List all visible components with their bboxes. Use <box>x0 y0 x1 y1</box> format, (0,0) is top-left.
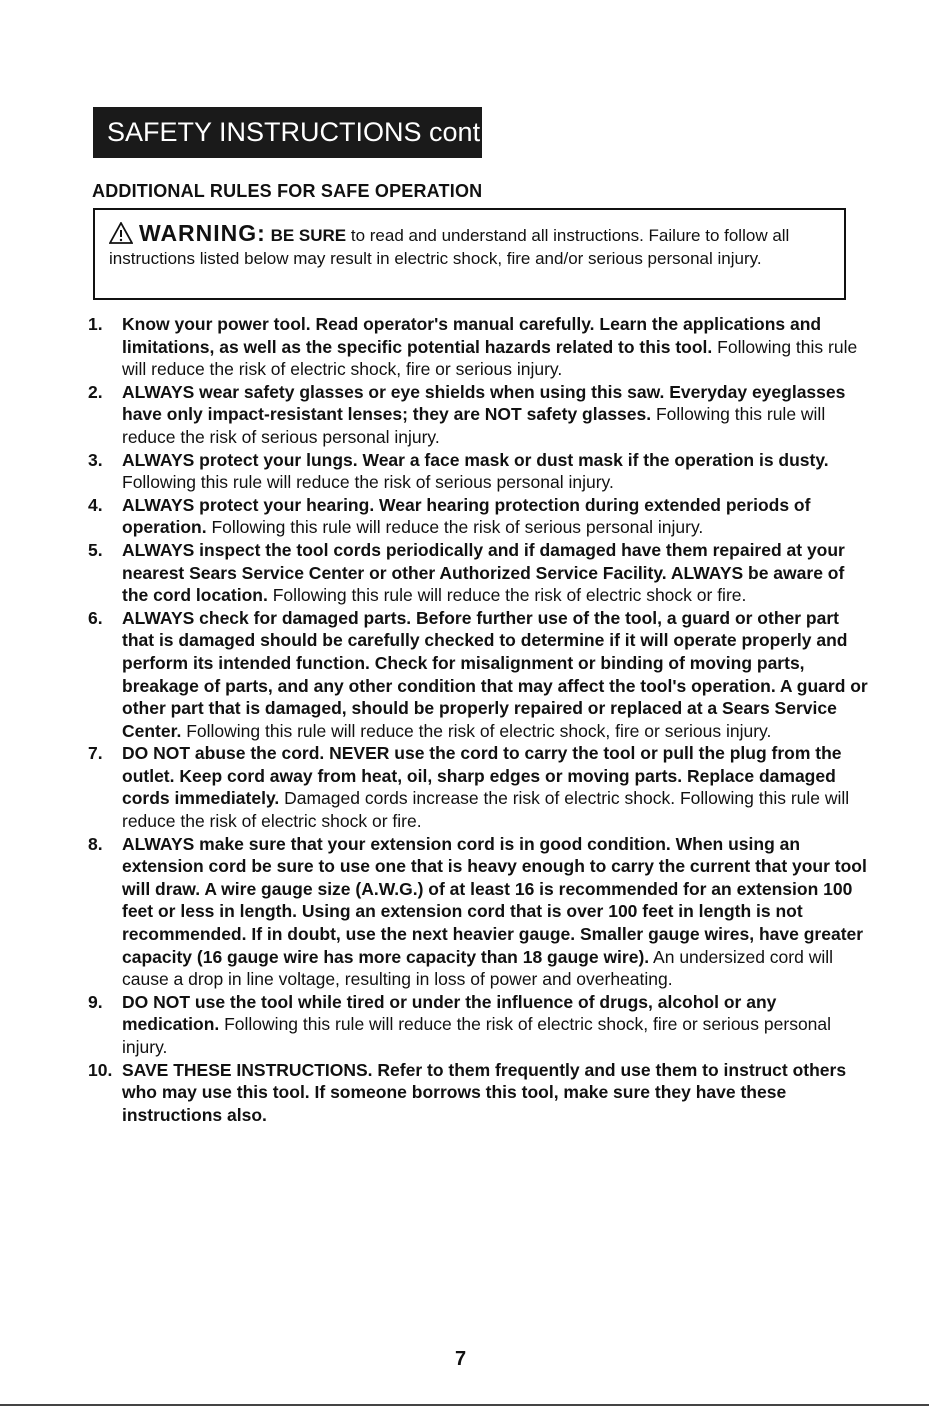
rule-text: Following this rule will reduce the risk of electric shock, fire or serious personal injury. <box>122 1014 832 1057</box>
rule-item <box>88 381 868 449</box>
rule-item <box>88 607 868 743</box>
rule-item <box>88 449 868 494</box>
rule-number: 8. <box>88 833 103 854</box>
rule-item <box>88 742 868 832</box>
warning-text: to read and understand all instructions. Failure to follow all instructions listed below may result in electric shock, fire and/or serious personal injury. <box>109 226 790 268</box>
warning-box <box>93 208 846 300</box>
rule-bold-text: SAVE THESE INSTRUCTIONS. Refer to them frequently and use them to instruct others who may use this tool. If someone borrows this tool, make sure they have these instructions also. <box>122 1059 847 1125</box>
rule-bold-text: ALWAYS protect your hearing. Wear hearing protection during extended periods of operation. <box>122 494 811 538</box>
section-title: ADDITIONAL RULES FOR SAFE OPERATION <box>92 181 483 201</box>
rule-text: Following this rule will reduce the risk of electric shock, fire or serious injury. <box>181 720 772 741</box>
rule-number: 6. <box>88 607 103 628</box>
rule-bold-text: ALWAYS inspect the tool cords periodically and if damaged have them repaired at your nearest Sears Service Center or other Authorized Service Facility. ALWAYS be aware of the cord location. <box>122 539 845 606</box>
rule-bold-text: ALWAYS protect your lungs. Wear a face mask or dust mask if the operation is dusty. <box>122 449 829 470</box>
rule-bold-text: ALWAYS make sure that your extension cord is in good condition. When using an extension cord be sure to use one that is heavy enough to carry the current that your tool will draw. A wire gauge size (A.W.G.) of at least 16 is recommended for an extension 100 feet or less in length. Using an extension cord that is over 100 feet in length is not recommended. If in doubt, use the next heavier gauge. Smaller gauge wires, have greater capacity (16 gauge wire has more capacity than 18 gauge wire). <box>122 833 867 967</box>
rule-text: An undersized cord will cause a drop in line voltage, resulting in loss of power and overheating. <box>122 946 834 990</box>
rule-text: Following this rule will reduce the risk of serious personal injury. <box>122 404 826 447</box>
rule-number: 2. <box>88 381 103 402</box>
page-number: 7 <box>455 1348 467 1370</box>
rule-number: 9. <box>88 991 103 1012</box>
rule-item <box>88 833 868 991</box>
rule-number: 4. <box>88 494 103 515</box>
rule-bold-text: Know your power tool. Read operator's manual carefully. Learn the applications and limitations, as well as the specific potential hazards related to this tool. <box>122 314 822 357</box>
rule-text: Following this rule will reduce the risk of serious personal injury. <box>122 472 614 493</box>
rule-text: Following this rule will reduce the risk of electric shock, fire or serious injury. <box>122 336 858 380</box>
rule-item <box>88 313 868 381</box>
rule-text: Following this rule will reduce the risk of electric shock or fire. <box>267 585 747 606</box>
rule-item <box>88 991 868 1059</box>
rule-number: 3. <box>88 449 103 470</box>
rule-number: 10. <box>88 1059 113 1080</box>
rule-number: 7. <box>88 743 103 764</box>
rule-bold-text: ALWAYS check for damaged parts. Before further use of the tool, a guard or other part that is damaged should be carefully checked to determine if it will operate properly and perform its intended function. Check for misalignment or binding of moving parts, breakage of parts, and any other condition that may affect the tool's operation. A guard or other part that is damaged, should be properly repaired or replaced at a Sears Service Center. <box>122 607 868 741</box>
rule-bold-text: DO NOT abuse the cord. NEVER use the cord to carry the tool or pull the plug from the outlet. Keep cord away from heat, oil, sharp edges or moving parts. Replace damaged cords immediately. <box>122 743 842 809</box>
warning-lead: BE SURE <box>270 226 347 245</box>
section-header-bar <box>93 107 488 158</box>
header-title: SAFETY INSTRUCTIONS cont. <box>107 117 488 147</box>
rule-item <box>88 494 868 539</box>
bottom-divider <box>0 1404 929 1406</box>
rule-number: 5. <box>88 539 103 560</box>
rule-text: Following this rule will reduce the risk of serious personal injury. <box>206 517 704 538</box>
rule-item <box>88 539 868 607</box>
rule-bold-text: DO NOT use the tool while tired or under the influence of drugs, alcohol or any medication. <box>122 991 777 1035</box>
rule-text: Damaged cords increase the risk of electric shock. Following this rule will reduce the risk of electric shock or fire. <box>122 788 850 832</box>
rule-item <box>88 1059 868 1127</box>
rule-bold-text: ALWAYS wear safety glasses or eye shields when using this saw. Everyday eyeglasses have only impact-resistant lenses; they are NOT safety glasses. <box>122 381 846 425</box>
warning-triangle-icon <box>109 222 133 244</box>
safety-rules-list <box>88 313 868 1126</box>
warning-word: WARNING: <box>139 220 266 246</box>
rule-number: 1. <box>88 314 103 334</box>
